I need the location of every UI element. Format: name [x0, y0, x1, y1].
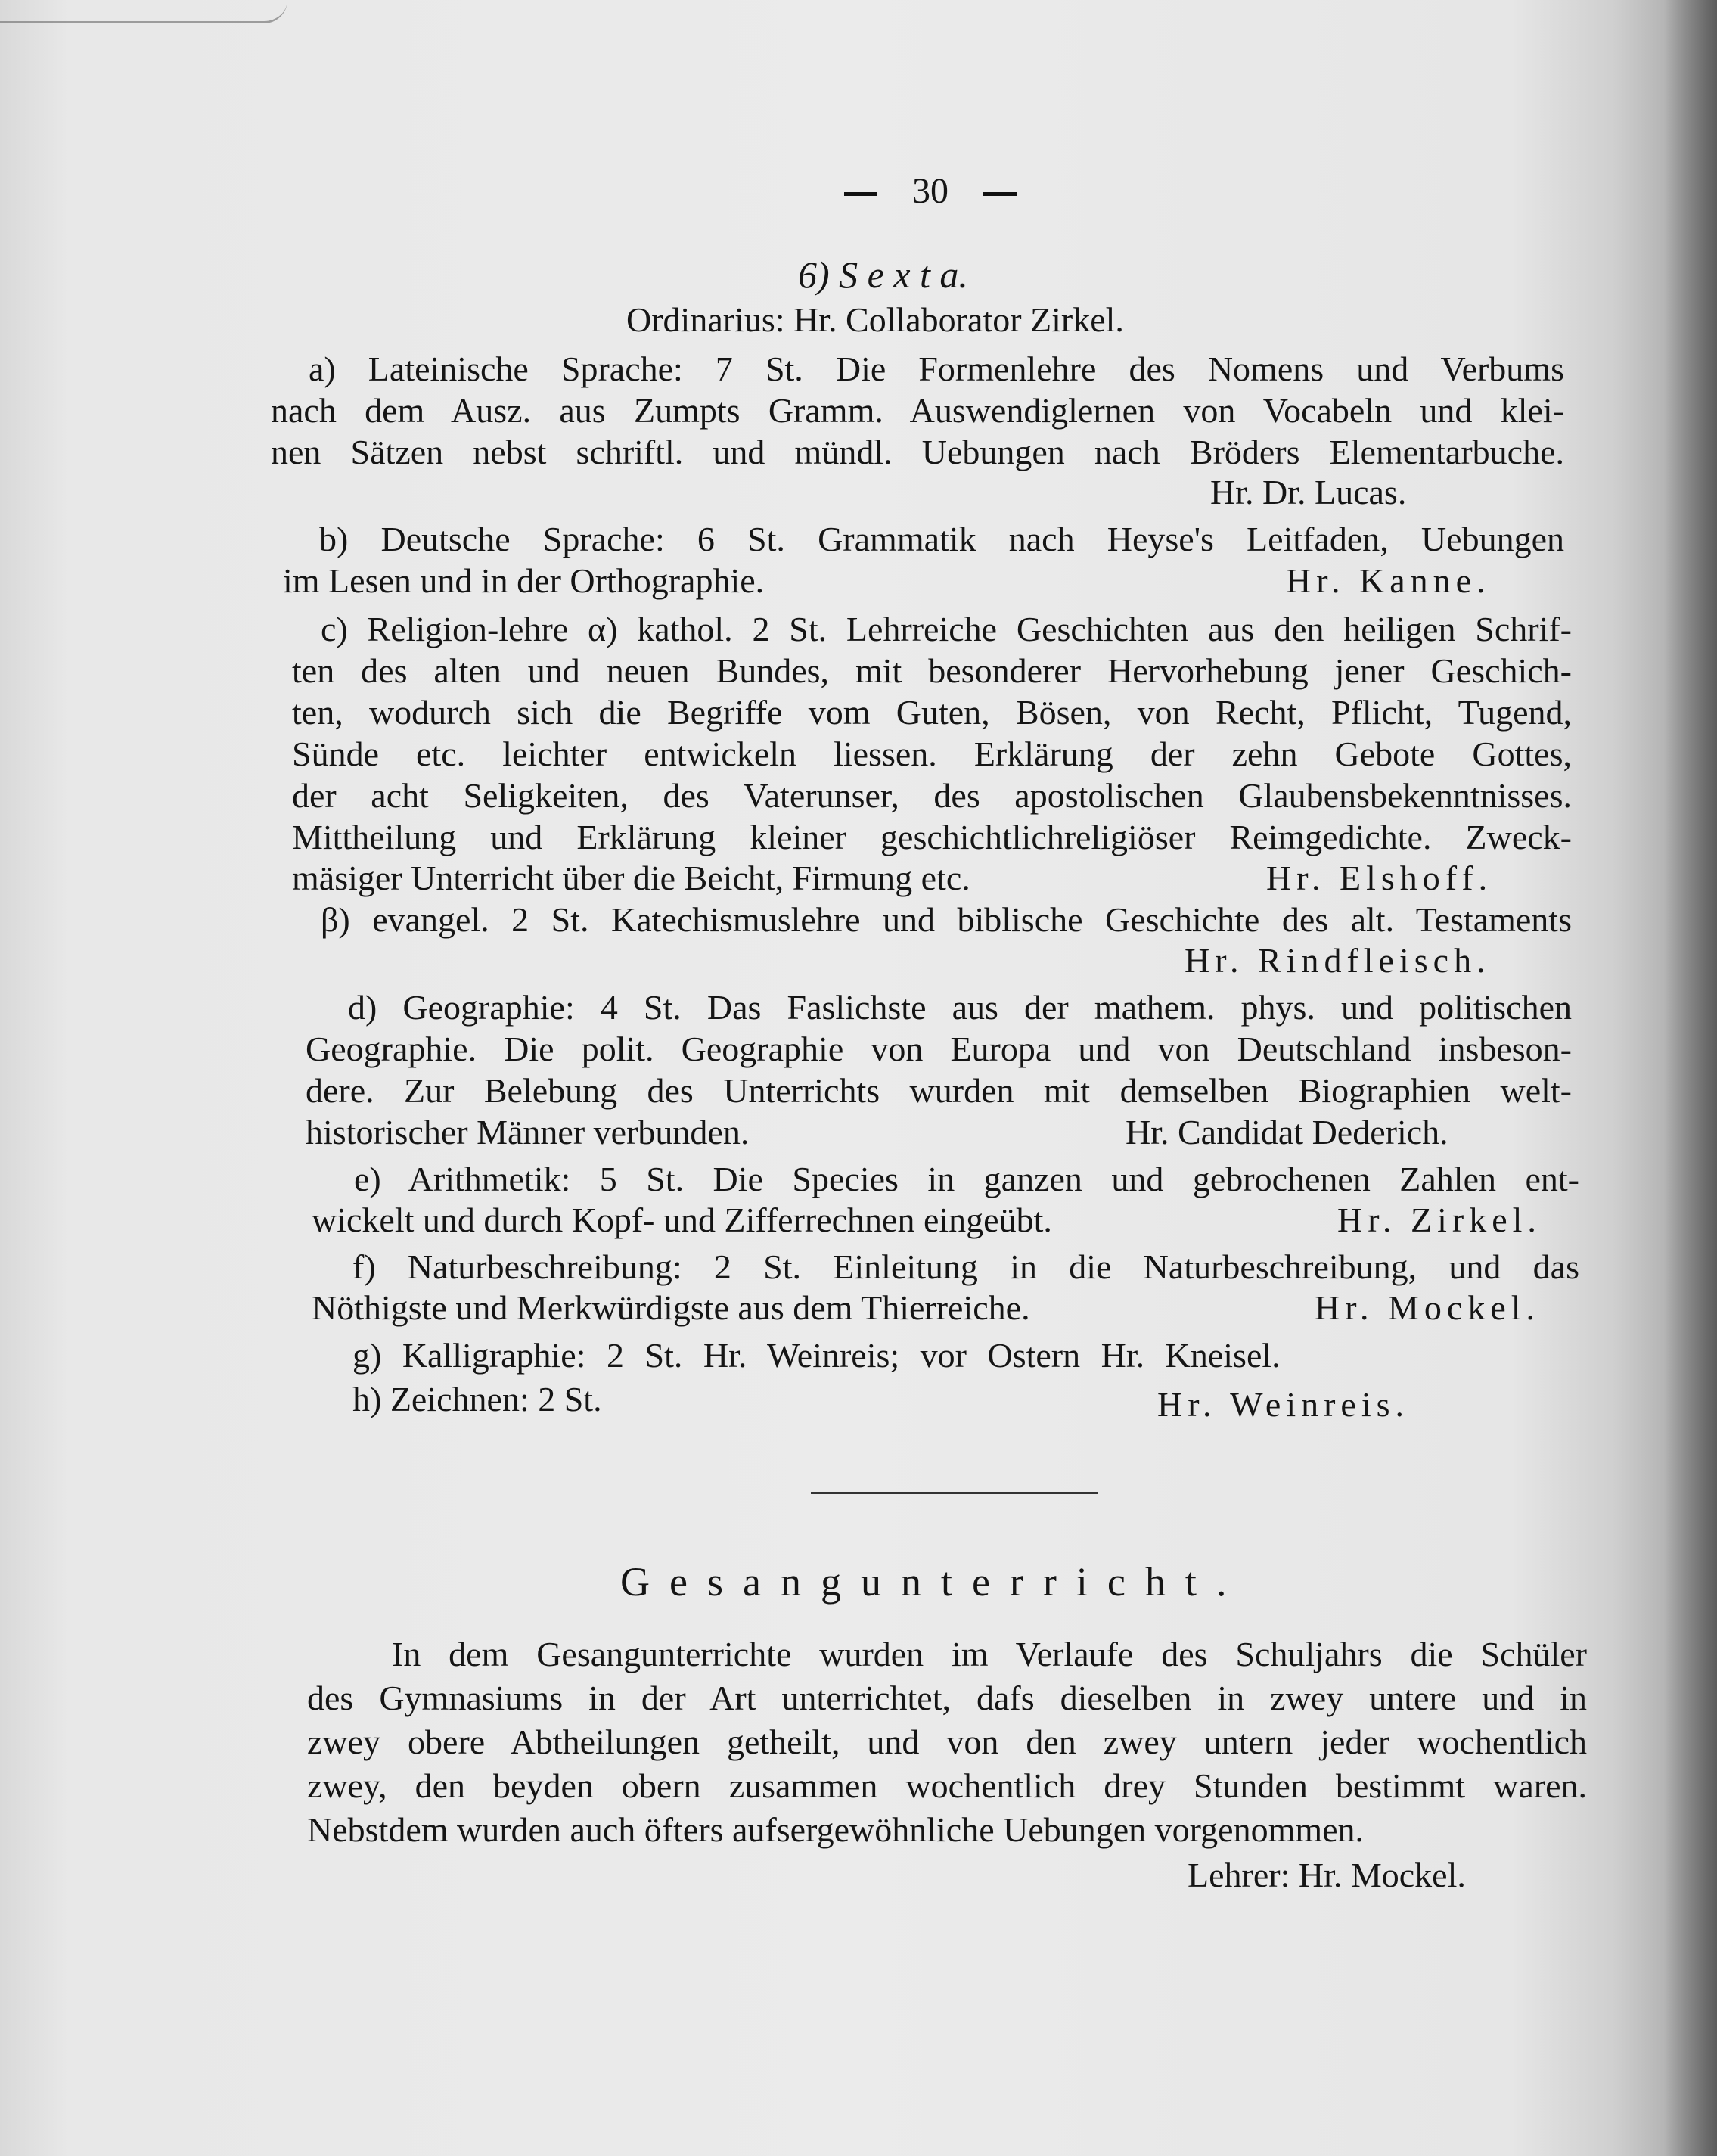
subject-c-teacher: Hr. Elshoff. — [1266, 859, 1493, 897]
subject-a-line-1: a) Lateinische Sprache: 7 St. Die Formenlehre des Nomens und Verbums — [309, 349, 1564, 388]
page-curl-shadow — [0, 0, 287, 23]
song-line-4: zwey, den beyden obern zusammen wochentlich drey Stunden bestimmt waren. — [307, 1766, 1587, 1805]
section-title: 6) S e x t a. — [798, 253, 968, 296]
subject-d-line-4: historischer Männer verbunden. — [306, 1113, 750, 1151]
subject-c-line-1: c) Religion-lehre α) kathol. 2 St. Lehrreiche Geschichten aus den heiligen Schrif- — [321, 610, 1572, 648]
subject-h-teacher: Hr. Weinreis. — [1157, 1385, 1410, 1424]
subject-a-line-3: nen Sätzen nebst schriftl. und mündl. Uebungen nach Bröders Elementarbuche. — [271, 433, 1564, 471]
section-divider — [811, 1492, 1098, 1494]
subject-d-line-3: dere. Zur Belebung des Unterrichts wurden mit demselben Biographien welt- — [306, 1071, 1572, 1110]
page-edge-shadow — [1664, 0, 1717, 2156]
subject-e-teacher: Hr. Zirkel. — [1337, 1201, 1542, 1239]
page-number — [802, 170, 1059, 212]
song-line-2: des Gymnasiums in der Art unterrichtet, dafs dieselben in zwey untere und in — [307, 1679, 1587, 1717]
subject-beta-teacher: Hr. Rindfleisch. — [1185, 941, 1491, 980]
subject-c-line-4: Sünde etc. leichter entwickeln liessen. Erklärung der zehn Gebote Gottes, — [292, 735, 1572, 773]
song-teacher: Lehrer: Hr. Mockel. — [1188, 1856, 1466, 1894]
subject-beta-line-1: β) evangel. 2 St. Katechismuslehre und biblische Geschichte des alt. Testaments — [321, 900, 1572, 939]
song-section-title: Gesangunterricht. — [620, 1559, 1247, 1605]
subject-f-teacher: Hr. Mockel. — [1315, 1288, 1541, 1327]
song-line-1: In dem Gesangunterrichte wurden im Verlaufe des Schuljahrs die Schüler — [392, 1635, 1587, 1673]
ordinarius-line: Ordinarius: Hr. Collaborator Zirkel. — [626, 300, 1124, 339]
subject-a-line-2: nach dem Ausz. aus Zumpts Gramm. Auswendiglernen von Vocabeln und klei- — [271, 391, 1564, 430]
subject-f-line-2: Nöthigste und Merkwürdigste aus dem Thierreiche. — [312, 1288, 1030, 1327]
subject-e-line-2: wickelt und durch Kopf- und Zifferrechnen eingeübt. — [312, 1201, 1052, 1239]
subject-d-line-2: Geographie. Die polit. Geographie von Europa und von Deutschland insbeson- — [306, 1030, 1572, 1068]
subject-f-line-1: f) Naturbeschreibung: 2 St. Einleitung in die Naturbeschreibung, und das — [352, 1247, 1579, 1286]
page-number-value: 30 — [912, 171, 949, 211]
subject-b-teacher: Hr. Kanne. — [1286, 561, 1491, 600]
song-line-3: zwey obere Abtheilungen getheilt, und von den zwey untern jeder wochentlich — [307, 1723, 1587, 1761]
subject-d-teacher: Hr. Candidat Dederich. — [1126, 1113, 1448, 1151]
dash-left — [844, 192, 877, 196]
subject-c-line-5: der acht Seligkeiten, des Vaterunser, des apostolischen Glaubensbekenntnisses. — [292, 776, 1572, 815]
subject-h-line-1: h) Zeichnen: 2 St. — [352, 1380, 602, 1418]
subject-c-line-6: Mittheilung und Erklärung kleiner geschichtlichreligiöser Reimgedichte. Zweck- — [292, 818, 1572, 856]
dash-right — [983, 192, 1017, 196]
subject-e-line-1: e) Arithmetik: 5 St. Die Species in ganzen und gebrochenen Zahlen ent- — [354, 1160, 1579, 1198]
subject-c-line-7: mäsiger Unterricht über die Beicht, Firmung etc. — [292, 859, 970, 897]
subject-g-line-1: g) Kalligraphie: 2 St. Hr. Weinreis; vor Ostern Hr. Kneisel. — [352, 1336, 1281, 1375]
subject-b-line-2: im Lesen und in der Orthographie. — [283, 561, 765, 600]
subject-c-line-3: ten, wodurch sich die Begriffe vom Guten, Bösen, von Recht, Pflicht, Tugend, — [292, 693, 1572, 732]
song-line-5: Nebstdem wurden auch öfters aufsergewöhnliche Uebungen vorgenommen. — [307, 1810, 1365, 1849]
subject-a-teacher: Hr. Dr. Lucas. — [1210, 473, 1407, 511]
subject-c-line-2: ten des alten und neuen Bundes, mit besonderer Hervorhebung jener Geschich- — [292, 651, 1572, 690]
subject-b-line-1: b) Deutsche Sprache: 6 St. Grammatik nach Heyse's Leitfaden, Uebungen — [319, 520, 1564, 558]
subject-d-line-1: d) Geographie: 4 St. Das Faslichste aus der mathem. phys. und politischen — [348, 988, 1572, 1027]
